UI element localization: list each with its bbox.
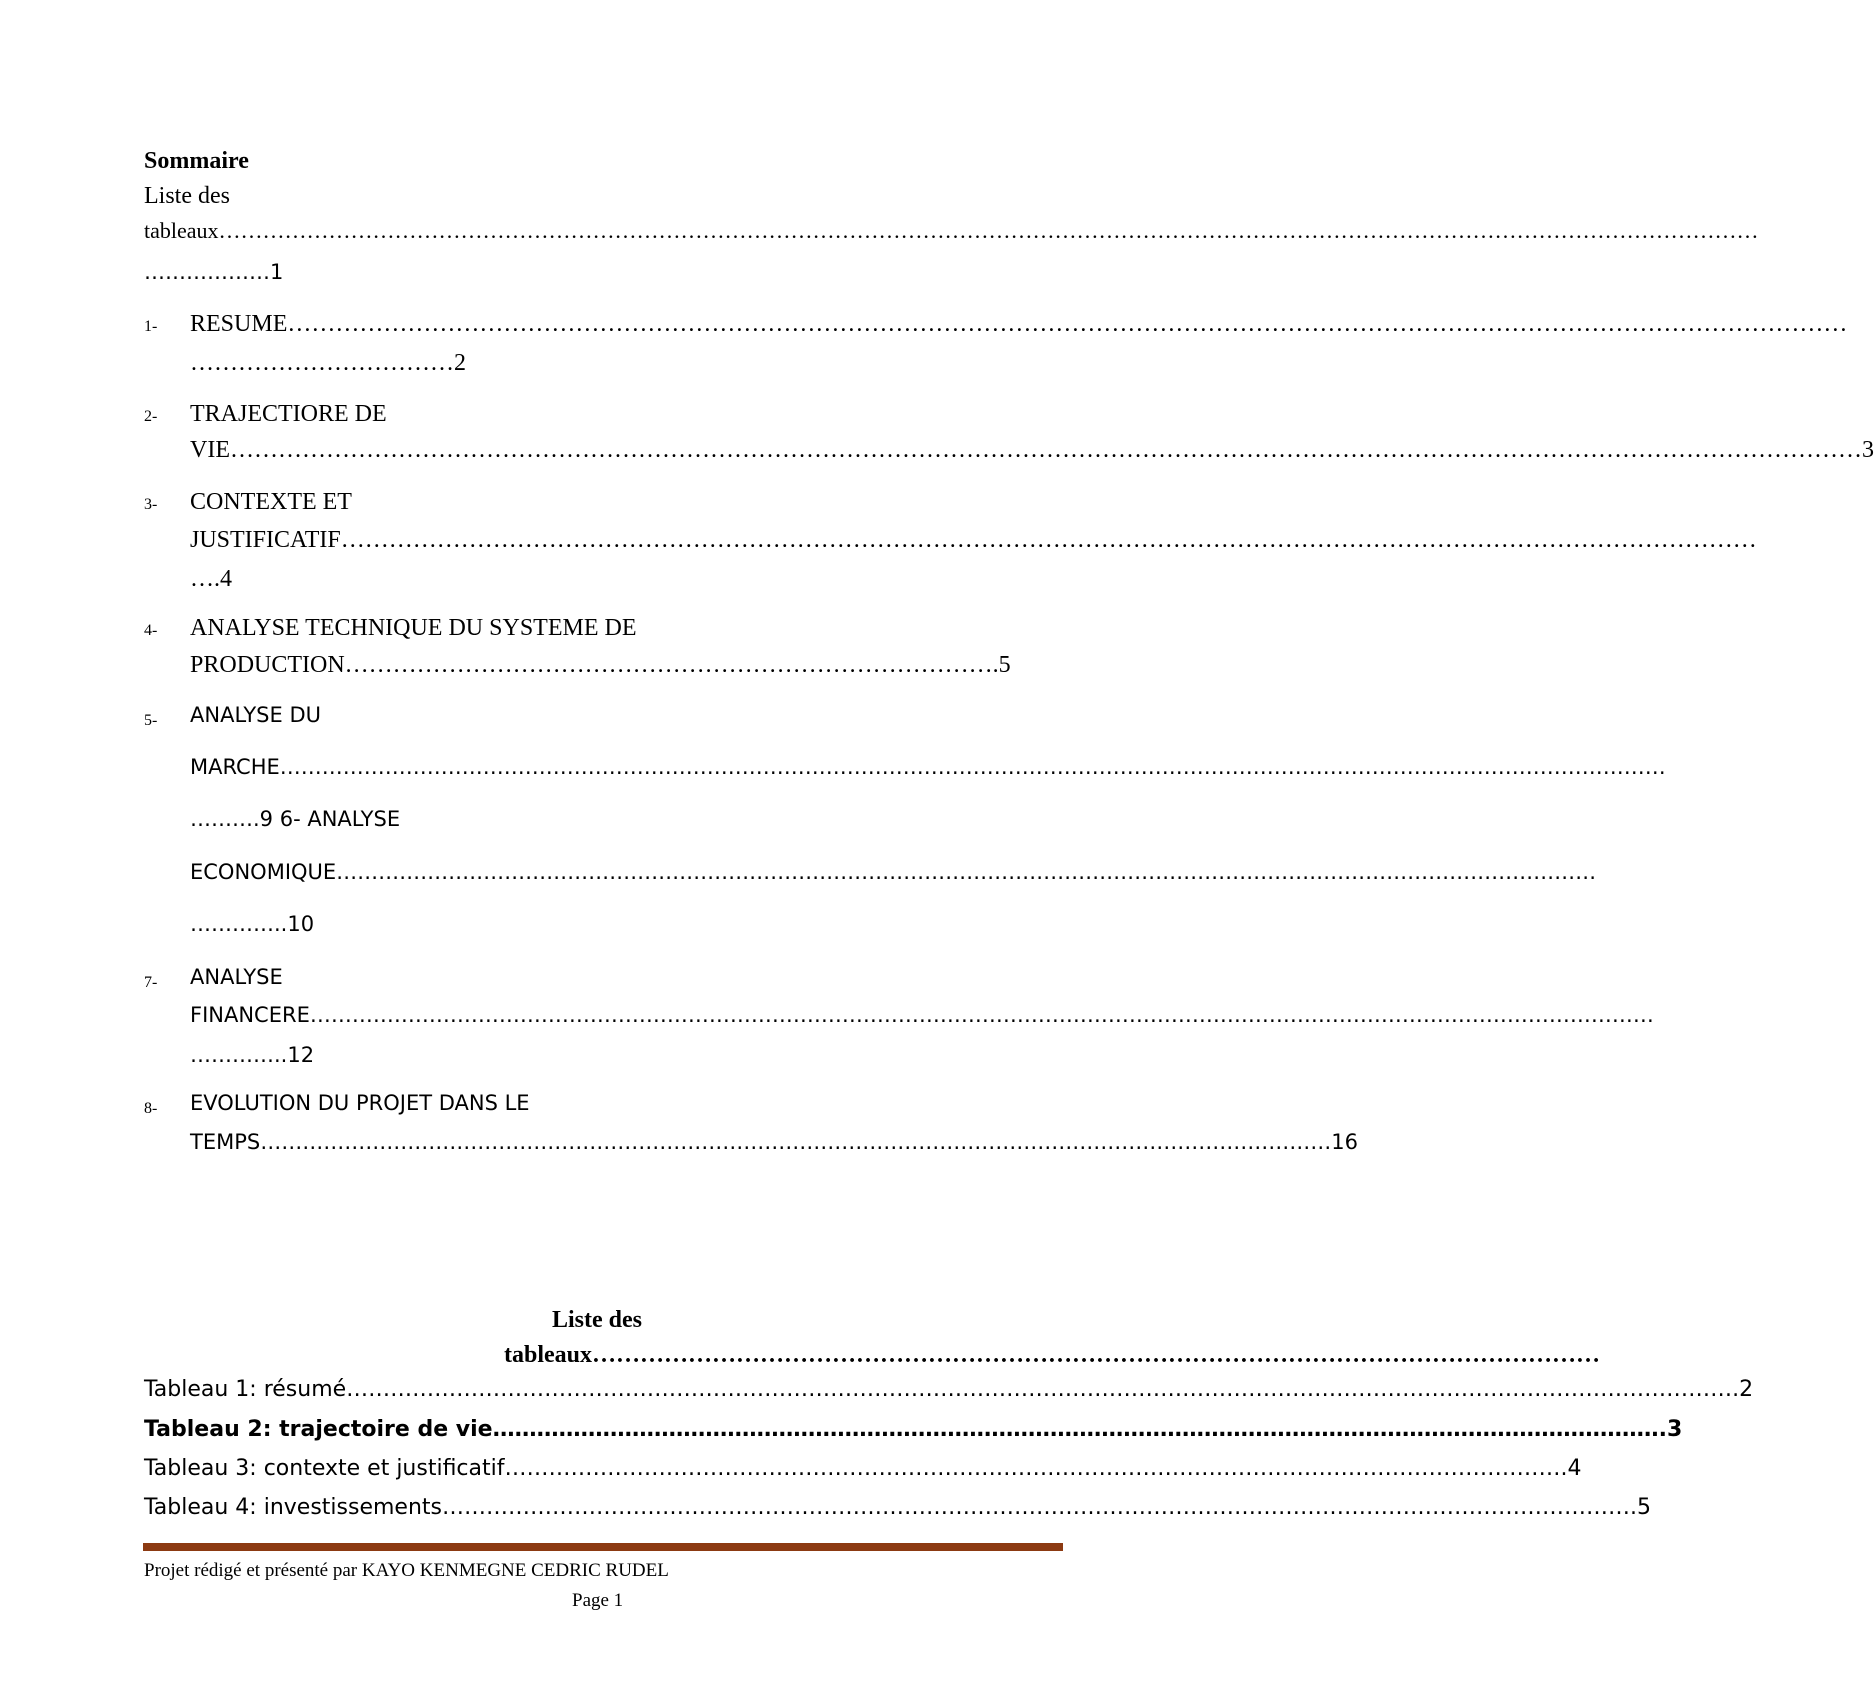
toc-item-trajectoire: TRAJECTIORE DE: [190, 401, 387, 427]
toc-item-number: 7-: [144, 974, 158, 991]
toc-item-number: 2-: [144, 408, 158, 425]
toc-item-number: 5-: [144, 712, 158, 729]
toc-item-resume: RESUME……………………………………………………………………………………………………………………………………………………………………………: [190, 311, 1848, 337]
page-number: Page 1: [572, 1590, 624, 1611]
toc-item-analyse-technique: ANALYSE TECHNIQUE DU SYSTEME DE: [190, 615, 637, 641]
toc-item-analyse-marche: ANALYSE DU: [190, 703, 321, 727]
toc-item-analyse-economique-dots: ECONOMIQUE………………………………………………………………………………………………………………………………………………………………: [190, 860, 1597, 884]
toc-item-analyse-technique-page: PRODUCTION……………………………………………………………………….5: [190, 652, 1011, 678]
toc-item-number: 1-: [144, 318, 158, 335]
toc-item-evolution: EVOLUTION DU PROJET DANS LE: [190, 1091, 530, 1115]
toc-item-analyse-financiere-page: …………..12: [190, 1043, 315, 1067]
toc-item-number: 3-: [144, 496, 158, 513]
toc-item-resume-page: ……………………………2: [190, 350, 466, 376]
toc-item-evolution-page: TEMPS………………………………………………………………………………………………………………………………………16: [190, 1130, 1358, 1154]
summary-entry-tables-line1: Liste des: [144, 183, 230, 209]
toc-item-contexte: CONTEXTE ET: [190, 489, 352, 515]
summary-entry-tables-line2: tableaux…………………………………………………………………………………………………………………………………………………………………………………………: [144, 218, 1759, 243]
tables-list-title: Liste des: [552, 1307, 642, 1333]
toc-item-analyse-economique-page: …………..10: [190, 912, 315, 936]
toc-item-number: 8-: [144, 1100, 158, 1117]
footer-rule: [143, 1543, 1063, 1551]
table-entry: Tableau 3: contexte et justificatif……………………………………………………………………………………………………………………………….4: [144, 1456, 1582, 1481]
summary-entry-tables-page: ………………1: [144, 260, 284, 284]
toc-item-analyse-marche-dots: MARCHE………………………………………………………………………………………………………………………………………………………………………………: [190, 755, 1666, 779]
toc-item-trajectoire-page: VIE……………………………………………………………………………………………………………………………………………………………………………………3: [190, 437, 1874, 463]
table-entry: Tableau 1: résumé……………………………………………………………………………………………………………………………………………………………………….2: [144, 1377, 1754, 1402]
toc-item-analyse-financiere: ANALYSE: [190, 965, 283, 989]
footer-author: Projet rédigé et présenté par KAYO KENMEGNE CEDRIC RUDEL: [144, 1560, 669, 1581]
table-entry: Tableau 4: investissements……………………………………………………………………………………………………………………………………………….5: [144, 1495, 1651, 1520]
tables-list-title-dots: tableaux………………………………………………………………………………………………………………: [504, 1342, 1601, 1368]
toc-item-contexte-dots: JUSTIFICATIF……………………………………………………………………………………………………………………………………………………………: [190, 527, 1757, 553]
toc-item-number: 4-: [144, 622, 158, 639]
toc-item-analyse-economique: ……….9 6- ANALYSE: [190, 807, 401, 831]
toc-item-contexte-page: ….4: [190, 566, 232, 592]
summary-title: Sommaire: [144, 148, 249, 174]
table-entry: Tableau 2: trajectoire de vie…………………………………………………………………………………………………………………………………………….3: [144, 1417, 1683, 1442]
toc-item-analyse-financiere-dots: FINANCERE…………………………………………………………………………………………………………………………………………………………………………: [190, 1003, 1654, 1027]
